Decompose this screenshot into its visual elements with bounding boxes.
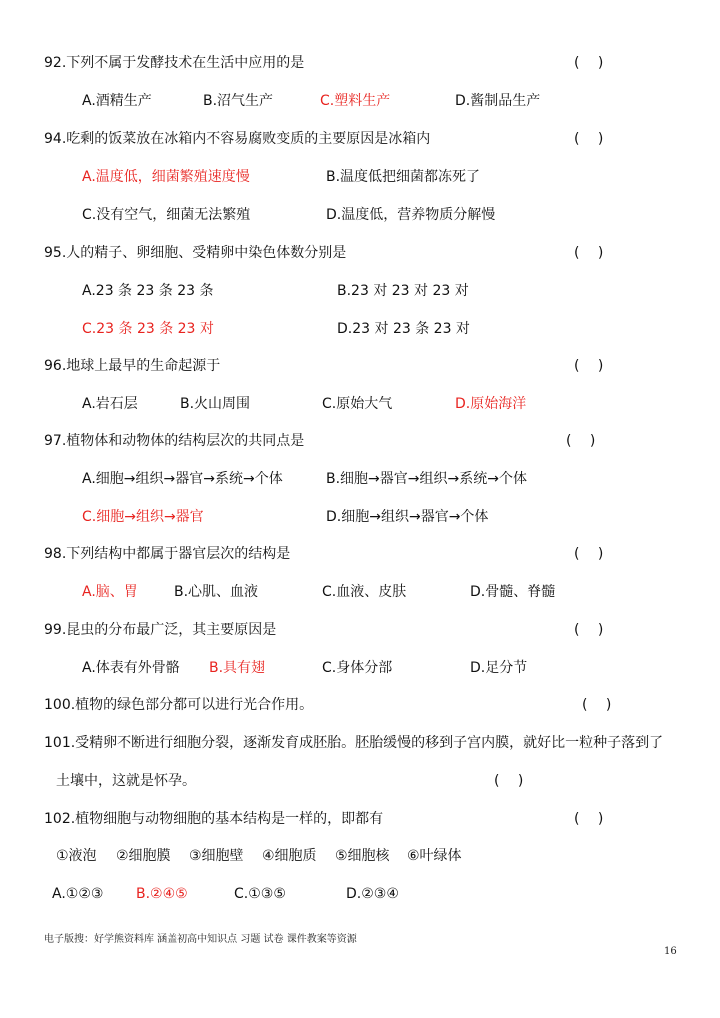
question-92	[0, 50, 720, 76]
options-97-row2	[0, 504, 720, 530]
option-b: B.沼气生产	[203, 93, 274, 109]
choice-6: ⑥叶绿体	[407, 848, 462, 864]
choices-102	[0, 843, 720, 869]
option-a: A.岩石层	[82, 396, 138, 412]
options-95-row2	[0, 316, 720, 342]
option-b-answer: B.具有翅	[209, 660, 266, 676]
question-101	[0, 730, 720, 756]
answer-blank: ( )	[582, 697, 612, 713]
options-94-row1	[0, 164, 720, 190]
choice-3: ③细胞壁	[189, 848, 244, 864]
option-c-answer: C.23 条 23 条 23 对	[82, 321, 214, 337]
option-b: B.火山周围	[180, 396, 251, 412]
option-a: A.细胞→组织→器官→系统→个体	[82, 471, 283, 487]
question-stem: 92.下列不属于发酵技术在生活中应用的是	[44, 55, 305, 71]
option-c: C.原始大气	[322, 396, 393, 412]
option-b: B.温度低把细菌都冻死了	[326, 169, 481, 185]
question-98	[0, 541, 720, 567]
option-d: D.温度低，营养物质分解慢	[326, 207, 496, 223]
question-stem: 101.受精卵不断进行细胞分裂，逐渐发育成胚胎。胚胎缓慢的移到子宫内膜，就好比一粒种子落到了	[44, 735, 664, 751]
option-a: A.酒精生产	[82, 93, 152, 109]
options-98	[0, 579, 720, 605]
question-stem: 98.下列结构中都属于器官层次的结构是	[44, 546, 291, 562]
options-95-row1	[0, 278, 720, 304]
option-c-answer: C.细胞→组织→器官	[82, 509, 204, 525]
option-c-answer: C.塑料生产	[320, 93, 391, 109]
option-d-answer: D.原始海洋	[455, 396, 527, 412]
question-100	[0, 692, 720, 718]
option-a-answer: A.脑、胃	[82, 584, 138, 600]
question-97	[0, 428, 720, 454]
options-94-row2	[0, 202, 720, 228]
footer-note: 电子版搜：好学熊资料库 涵盖初高中知识点 习题 试卷 课件教案等资源	[44, 934, 357, 945]
answer-blank: ( )	[574, 131, 604, 147]
answer-blank: ( )	[566, 433, 596, 449]
question-stem: 95.人的精子、卵细胞、受精卵中染色体数分别是	[44, 245, 347, 261]
options-92	[0, 88, 720, 114]
question-95	[0, 240, 720, 266]
choice-4: ④细胞质	[262, 848, 317, 864]
option-b: B.心肌、血液	[174, 584, 259, 600]
answer-blank: ( )	[494, 773, 524, 789]
options-99	[0, 655, 720, 681]
choice-1: ①液泡	[56, 848, 97, 864]
option-a-answer: A.温度低，细菌繁殖速度慢	[82, 169, 250, 185]
question-102	[0, 806, 720, 832]
option-d: D.足分节	[470, 660, 528, 676]
question-stem: 102.植物细胞与动物细胞的基本结构是一样的，即都有	[44, 811, 384, 827]
option-b: B.细胞→器官→组织→系统→个体	[326, 471, 527, 487]
option-c: C.没有空气，细菌无法繁殖	[82, 207, 251, 223]
question-stem: 97.植物体和动物体的结构层次的共同点是	[44, 433, 305, 449]
choice-5: ⑤细胞核	[335, 848, 390, 864]
question-stem-continued: 土壤中，这就是怀孕。	[56, 773, 196, 789]
question-94	[0, 126, 720, 152]
answer-blank: ( )	[574, 55, 604, 71]
option-a: A.体表有外骨骼	[82, 660, 180, 676]
option-d: D.骨髓、脊髓	[470, 584, 556, 600]
option-a: A.23 条 23 条 23 条	[82, 283, 214, 299]
option-c: C.身体分部	[322, 660, 393, 676]
question-stem: 100.植物的绿色部分都可以进行光合作用。	[44, 697, 314, 713]
option-d: D.23 对 23 条 23 对	[337, 321, 470, 337]
choice-2: ②细胞膜	[116, 848, 171, 864]
answer-blank: ( )	[574, 358, 604, 374]
option-c: C.①③⑤	[234, 886, 286, 902]
question-stem: 96.地球上最早的生命起源于	[44, 358, 221, 374]
answer-blank: ( )	[574, 245, 604, 261]
answer-blank: ( )	[574, 546, 604, 562]
options-97-row1	[0, 466, 720, 492]
answer-blank: ( )	[574, 811, 604, 827]
question-stem: 94.吃剩的饭菜放在冰箱内不容易腐败变质的主要原因是冰箱内	[44, 131, 431, 147]
option-a: A.①②③	[52, 886, 104, 902]
option-d: D.②③④	[346, 886, 399, 902]
answer-blank: ( )	[574, 622, 604, 638]
question-99	[0, 617, 720, 643]
question-stem: 99.昆虫的分布最广泛，其主要原因是	[44, 622, 277, 638]
option-c: C.血液、皮肤	[322, 584, 407, 600]
question-96	[0, 353, 720, 379]
question-101-continued	[0, 768, 720, 794]
option-d: D.酱制品生产	[455, 93, 541, 109]
page-number: 16	[664, 946, 677, 957]
options-96	[0, 391, 720, 417]
option-b: B.23 对 23 对 23 对	[337, 283, 469, 299]
option-b-answer: B.②④⑤	[136, 886, 188, 902]
option-d: D.细胞→组织→器官→个体	[326, 509, 489, 525]
options-102	[0, 881, 720, 907]
